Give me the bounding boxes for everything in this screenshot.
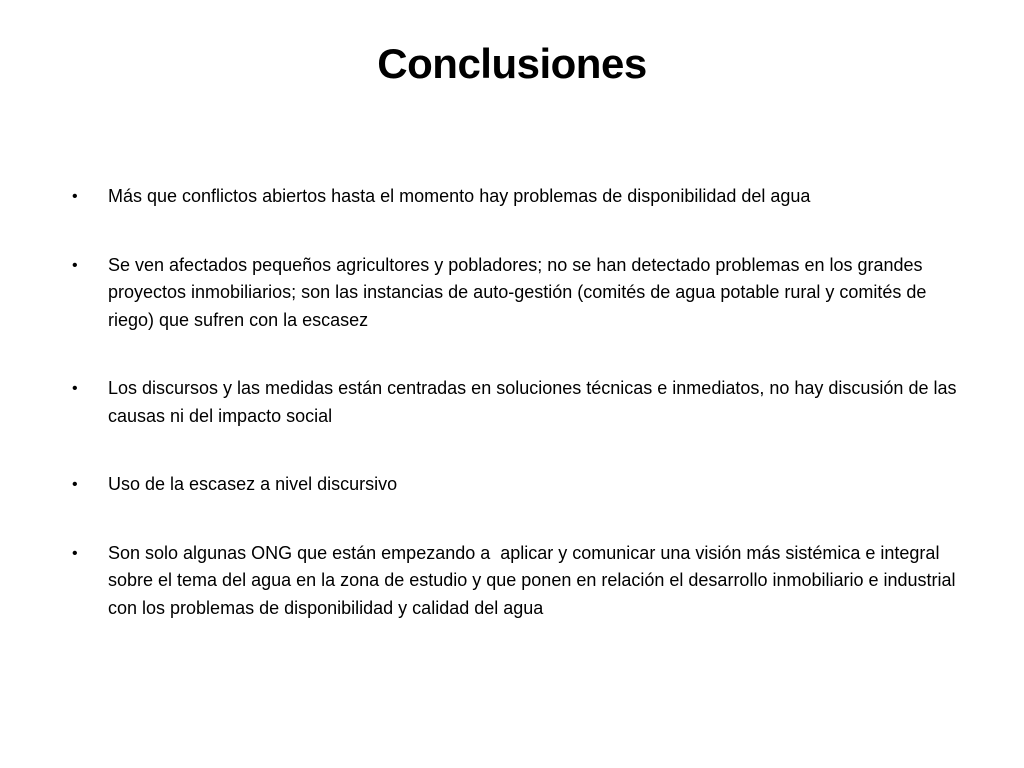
bullet-text: Uso de la escasez a nivel discursivo bbox=[108, 474, 398, 494]
bullet-icon: • bbox=[72, 188, 78, 205]
bullet-icon: • bbox=[72, 544, 78, 562]
bullet-text: Más que conflictos abiertos hasta el momento hay problemas de disponibilidad del agua bbox=[108, 186, 811, 206]
bullet-item bbox=[72, 471, 972, 499]
bullet-item bbox=[72, 375, 972, 430]
slide-title: Conclusiones bbox=[377, 40, 647, 87]
bullet-item bbox=[72, 252, 972, 335]
bullet-icon: • bbox=[72, 380, 78, 397]
bullet-text: Son solo algunas ONG que están empezando a aplicar y comunicar una visión más sistémica e integral sobre el tema del agua en la zona de estudio y que ponen en relación el desarrollo inmobiliario e industrial con los problemas de disponibilidad y calidad del agua bbox=[108, 542, 961, 618]
bullet-text: Los discursos y las medidas están centradas en soluciones técnicas e inmediatos, no hay discusión de las causas ni del impacto social bbox=[108, 378, 962, 426]
bullet-text: Se ven afectados pequeños agricultores y pobladores; no se han detectado problemas en los grandes proyectos inmobiliarios; son las instancias de auto-gestión (comités de agua potable rural y comités de riego) que sufren con la escasez bbox=[108, 254, 932, 330]
bullet-icon: • bbox=[72, 476, 78, 493]
bullet-item bbox=[72, 183, 972, 211]
bullet-icon: • bbox=[72, 256, 78, 274]
bullet-item bbox=[72, 540, 972, 623]
bullet-list bbox=[72, 183, 972, 663]
